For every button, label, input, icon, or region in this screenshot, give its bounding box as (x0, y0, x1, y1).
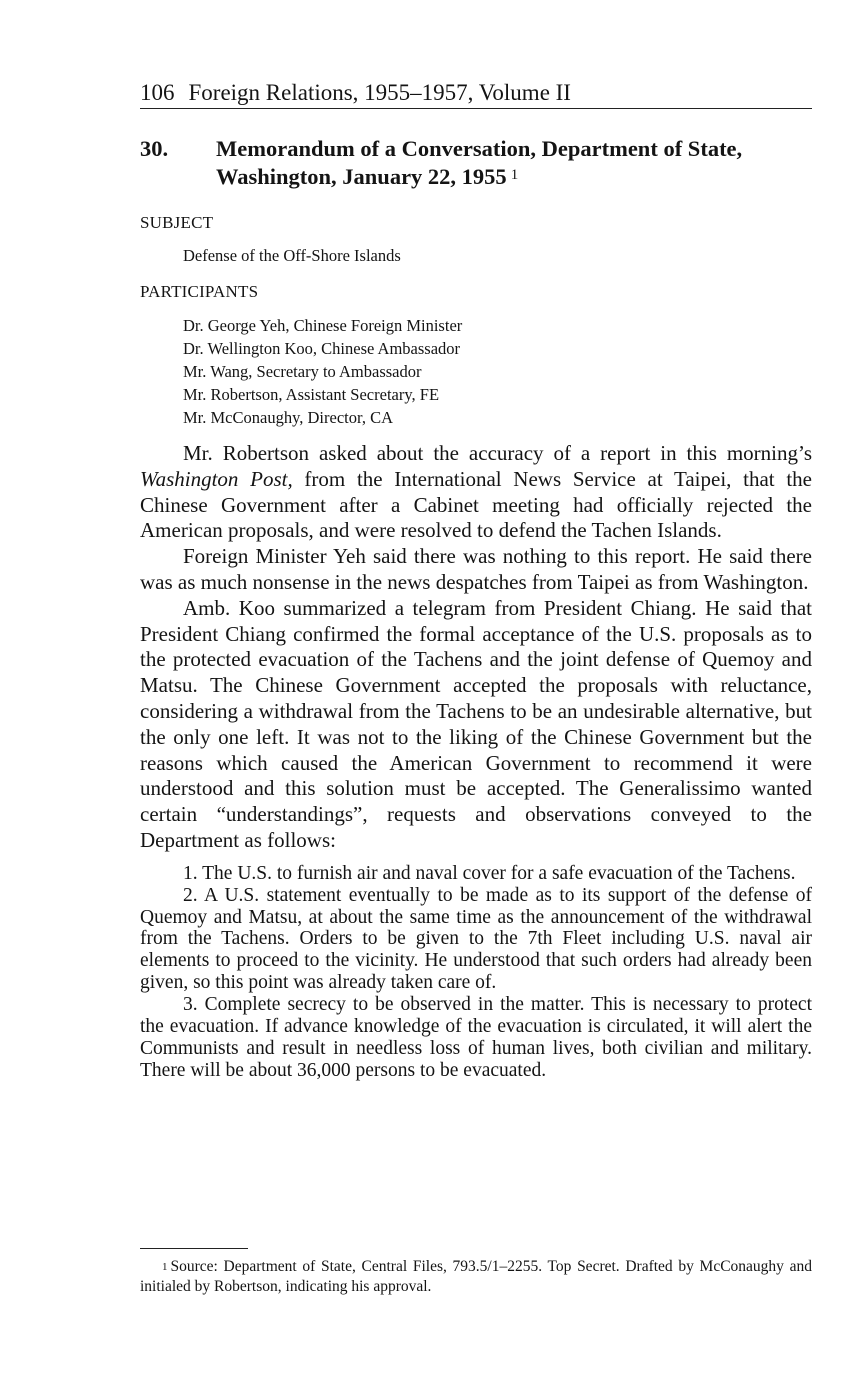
header-rule (140, 108, 812, 109)
list-item-1: 1. The U.S. to furnish air and naval cover for a safe evacuation of the Tachens. (183, 862, 796, 884)
participant-item: Mr. Wang, Secretary to Ambassador (183, 362, 422, 381)
footnote-marker: 1 (162, 1261, 168, 1273)
list-item-3: 3. Complete secrecy to be observed in the matter. This is necessary to protect the evacuation. If advance knowledge of the evacuation is circulated, it will alert the Communists and result in needless loss of human lives, both civilian and military. There will be about 36,000 persons to be evacuated. (140, 994, 812, 1081)
title-footnote-marker[interactable]: 1 (510, 167, 519, 183)
document-number: 30. (140, 136, 169, 161)
participant-item: Dr. Wellington Koo, Chinese Ambassador (183, 339, 461, 358)
subject-value: Defense of the Off-Shore Islands (183, 246, 401, 265)
participants-label: PARTICIPANTS (140, 282, 259, 301)
footnote-text: Source: Department of State, Central Files, 793.5/1–2255. Top Secret. Drafted by McConaughy and initialed by Robertson, indicating his approval. (140, 1258, 812, 1295)
participant-item: Mr. Robertson, Assistant Secretary, FE (183, 385, 440, 404)
footnote-rule (140, 1248, 248, 1249)
footnote (140, 1257, 812, 1297)
series-title: Foreign Relations, 1955–1957, Volume II (188, 80, 571, 105)
page-number: 106 (140, 80, 175, 105)
list-item-2: 2. A U.S. statement eventually to be made as to its support of the defense of Quemoy and Matsu, at about the same time as the announcement of the withdrawal from the Tachens. Orders to be given to the 7th Fleet including U.S. naval air elements to proceed to the vicinity. He understood that such orders had already been given, so this point was already taken care of. (140, 884, 812, 994)
participants-list (183, 314, 462, 429)
paragraph-koo: Amb. Koo summarized a telegram from President Chiang. He said that President Chiang confirmed the formal acceptance of the U.S. proposals as to the protected evacuation of the Tachens and the joint defense of Quemoy and Matsu. The Chinese Government accepted the proposals with reluctance, considering a withdrawal from the Tachens to be an undesirable alternative, but the only one left. It was not to the liking of the Chinese Government but the reasons which caused the American Government to recommend it were understood and this solution must be accepted. The Generalissimo wanted certain “understandings”, requests and observations conveyed to the Department as follows: (140, 595, 812, 852)
paragraph-robertson: Mr. Robertson asked about the accuracy of a report in this morning’s Washington Post, from the International News Service at Taipei, that the Chinese Government after a Cabinet meeting had officially rejected the American proposals, and were resolved to defend the Tachen Islands. (140, 441, 812, 543)
participant-item: Dr. George Yeh, Chinese Foreign Minister (183, 316, 463, 335)
newspaper-title: Washington Post, (140, 466, 293, 491)
document-title: Memorandum of a Conversation, Department of State, Washington, January 22, 1955 (216, 136, 743, 189)
body-text (140, 441, 812, 1082)
running-head (140, 78, 812, 108)
paragraph-yeh: Foreign Minister Yeh said there was nothing to this report. He said there was as much nonsense in the news despatches from Taipei as from Washington. (140, 544, 812, 594)
document-title-block (216, 135, 816, 191)
participant-item: Mr. McConaughy, Director, CA (183, 408, 393, 427)
subject-label: SUBJECT (140, 213, 214, 232)
